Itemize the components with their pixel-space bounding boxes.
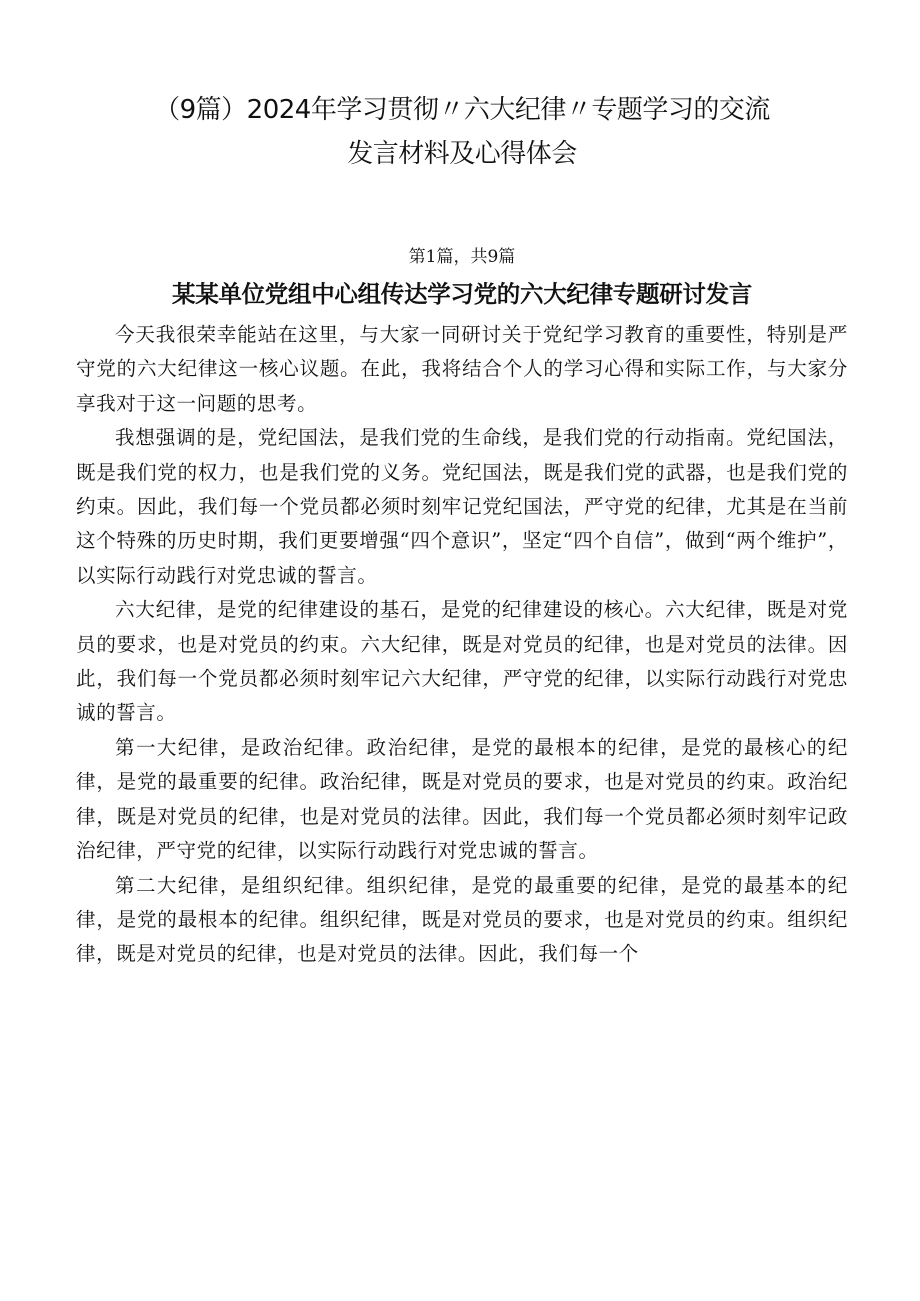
body-text xyxy=(76,318,848,972)
paragraph: 六大纪律，是党的纪律建设的基石，是党的纪律建设的核心。六大纪律，既是对党员的要求，也是对党员的约束。六大纪律，既是对党员的纪律，也是对党员的法律。因此，我们每一个党员都必须时刻牢记六大纪律，严守党的纪律，以实际行动践行对党忠诚的誓言。 xyxy=(76,598,848,725)
paragraph: 今天我很荣幸能站在这里，与大家一同研讨关于党纪学习教育的重要性，特别是严守党的六大纪律这一核心议题。在此，我将结合个人的学习心得和实际工作，与大家分享我对于这一问题的思考。 xyxy=(76,323,848,415)
paragraph: 第一大纪律，是政治纪律。政治纪律，是党的最根本的纪律，是党的最核心的纪律，是党的最重要的纪律。政治纪律，既是对党员的要求，也是对党员的约束。政治纪律，既是对党员的纪律，也是对党员的法律。因此，我们每一个党员都必须时刻牢记政治纪律，严守党的纪律，以实际行动践行对党忠诚的誓言。 xyxy=(76,735,848,863)
paragraph: 我想强调的是，党纪国法，是我们党的生命线，是我们党的行动指南。党纪国法，既是我们党的权力，也是我们党的义务。党纪国法，既是我们党的武器，也是我们党的约束。因此，我们每一个党员都必须时刻牢记党纪国法，严守党的纪律，尤其是在当前这个特殊的历史时期，我们更要增强“四个意识”，坚定“四个自信”，做到“两个维护”，以实际行动践行对党忠诚的誓言。 xyxy=(76,426,848,587)
document-title xyxy=(76,88,848,176)
part-label: 第1篇，共9篇 xyxy=(408,247,516,267)
document-title-line2: 发言材料及心得体会 xyxy=(347,139,577,169)
part-heading: 某某单位党组中心组传达学习党的六大纪律专题研讨发言 xyxy=(172,280,752,308)
paragraph: 第二大纪律，是组织纪律。组织纪律，是党的最重要的纪律，是党的最基本的纪律，是党的最根本的纪律。组织纪律，既是对党员的要求，也是对党员的约束。组织纪律，既是对党员的纪律，也是对党员的法律。因此，我们每一个 xyxy=(76,873,848,966)
document-title-line1: （9篇）2024年学习贯彻〃六大纪律〃专题学习的交流 xyxy=(154,95,770,125)
